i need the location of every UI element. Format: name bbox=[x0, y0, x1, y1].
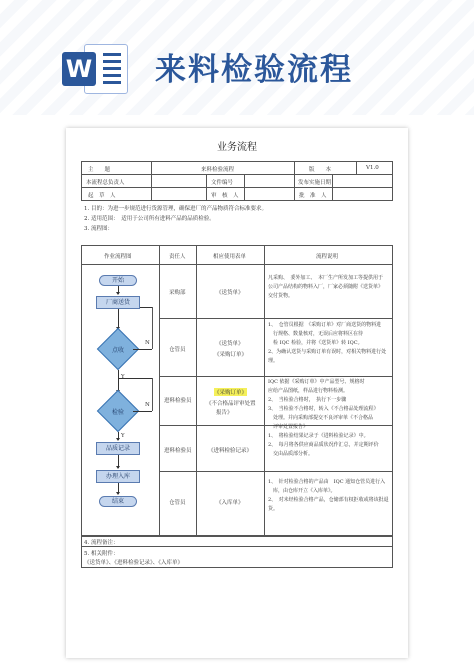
drafter-label: 起 草 人 bbox=[88, 193, 116, 199]
footer-remarks: 4. 流程备注： bbox=[84, 540, 119, 546]
date-label: 发布实施日期 bbox=[298, 180, 332, 186]
flow-supplier-delivery: 厂商送货 bbox=[96, 296, 140, 309]
flow-no-label-1: N bbox=[145, 340, 150, 346]
row-1-form-1: 《送货单》 bbox=[216, 290, 244, 296]
version-value: V1.0 bbox=[366, 165, 379, 171]
flow-storage: 办理入库 bbox=[96, 470, 140, 483]
note-flowchart: 3. 流程图： bbox=[84, 226, 113, 232]
approver-label: 批 准 人 bbox=[299, 193, 327, 199]
row-3-owner: 进料检验员 bbox=[164, 398, 192, 404]
flow-count-label: 点收 bbox=[111, 347, 124, 354]
footer-related-forms: 《送货单》、《进料检验记录》、《入库单》 bbox=[84, 560, 184, 566]
banner bbox=[0, 0, 474, 115]
owner-label: 本流程总负责人 bbox=[86, 180, 125, 186]
flow-yes-label-1: Y bbox=[121, 374, 125, 380]
row-3-form-3: 报告》 bbox=[216, 410, 233, 416]
word-logo-icon: W bbox=[62, 40, 128, 96]
column-header-owner: 责任人 bbox=[169, 254, 186, 260]
flow-quality-record: 品质记录 bbox=[96, 442, 140, 455]
version-label: 版 本 bbox=[309, 167, 332, 173]
note-scope: 2. 适用范围： 适用于公司所有进料产品的品质检验。 bbox=[84, 216, 215, 222]
row-4-form-1: 《进料检验记录》 bbox=[208, 448, 253, 454]
note-purpose: 1. 目的：为进一步规范进行货源管理，确保进厂的产品物质符合标准要求。 bbox=[84, 206, 267, 212]
column-header-description: 流程说明 bbox=[316, 254, 339, 260]
row-1-owner: 采购部 bbox=[169, 290, 186, 296]
document-sheet bbox=[66, 128, 408, 658]
column-header-forms: 相应使用表单 bbox=[213, 254, 247, 260]
subject-label: 主 题 bbox=[88, 167, 111, 173]
flow-inspect-label: 检验 bbox=[111, 409, 124, 416]
row-2-form-2: 《采购订单》 bbox=[214, 352, 248, 358]
row-5-owner: 仓管员 bbox=[169, 500, 186, 506]
row-4-owner: 进料检验员 bbox=[164, 448, 192, 454]
row-2-owner: 仓管员 bbox=[169, 347, 186, 353]
row-5-form-1: 《入库单》 bbox=[216, 500, 244, 506]
flow-start: 开始 bbox=[99, 275, 137, 286]
column-header-flowchart: 作业流程图 bbox=[104, 254, 132, 260]
banner-title: 来料检验流程 bbox=[155, 52, 353, 88]
row-3-form-1: 《采购订单》 bbox=[214, 390, 248, 396]
reviewer-label: 审 核 人 bbox=[211, 193, 239, 199]
doc-no-label: 文件编号 bbox=[211, 180, 234, 186]
row-2-form-1: 《送货单》 bbox=[216, 341, 244, 347]
flow-yes-label-2: Y bbox=[121, 433, 125, 439]
subject-value: 来料检验流程 bbox=[201, 167, 235, 173]
flow-no-label-2: N bbox=[145, 402, 150, 408]
row-5-description: 1、 针对检验合格的产品由 IQC 通知仓管员进行入 库，由仓库开立《入库单》。 2、 对未经检验合格产品，仓储部有权拒收或将该批退货。 bbox=[268, 479, 389, 512]
row-3-form-2: 《不合格品评审处置 bbox=[206, 401, 256, 407]
row-1-description: 凡采购、 委外加工、 本厂生产所发加工等提供用于 公司产品结构的物料入厂，厂家必须随附《送货单》 交付货物。 bbox=[268, 275, 384, 299]
flow-end: 结束 bbox=[99, 496, 137, 507]
footer-related-label: 5. 相关附件： bbox=[84, 551, 119, 557]
row-4-description: 1、 将检验结果记录于《进料检验记录》中。 2、 每月将各供应商品质状况作汇总，并定期评价 交由品质部分析。 bbox=[268, 433, 379, 457]
document-title: 业务流程 bbox=[217, 142, 257, 153]
row-2-description: 1、 仓管员根据 《采购订单》对厂商送货的物料进 行规格、数量核对，无误后应将料区在待 检 IQC 检验，并将《送货单》转 IQC。 2、为确认送货与采购订单有误时，对相关物料进行处理。 bbox=[268, 322, 387, 364]
row-3-description: IQC 依据《采购订单》中产品型号、规格时 应给产品图纸，样品进行物料检测。 2、 当检验合格时， 执行下一步骤 3、 当检验不合格时，转入《不合格品处理流程》 处理。并向采购部提交不良评审单《不合格品 评审处置报告》 bbox=[268, 379, 379, 430]
